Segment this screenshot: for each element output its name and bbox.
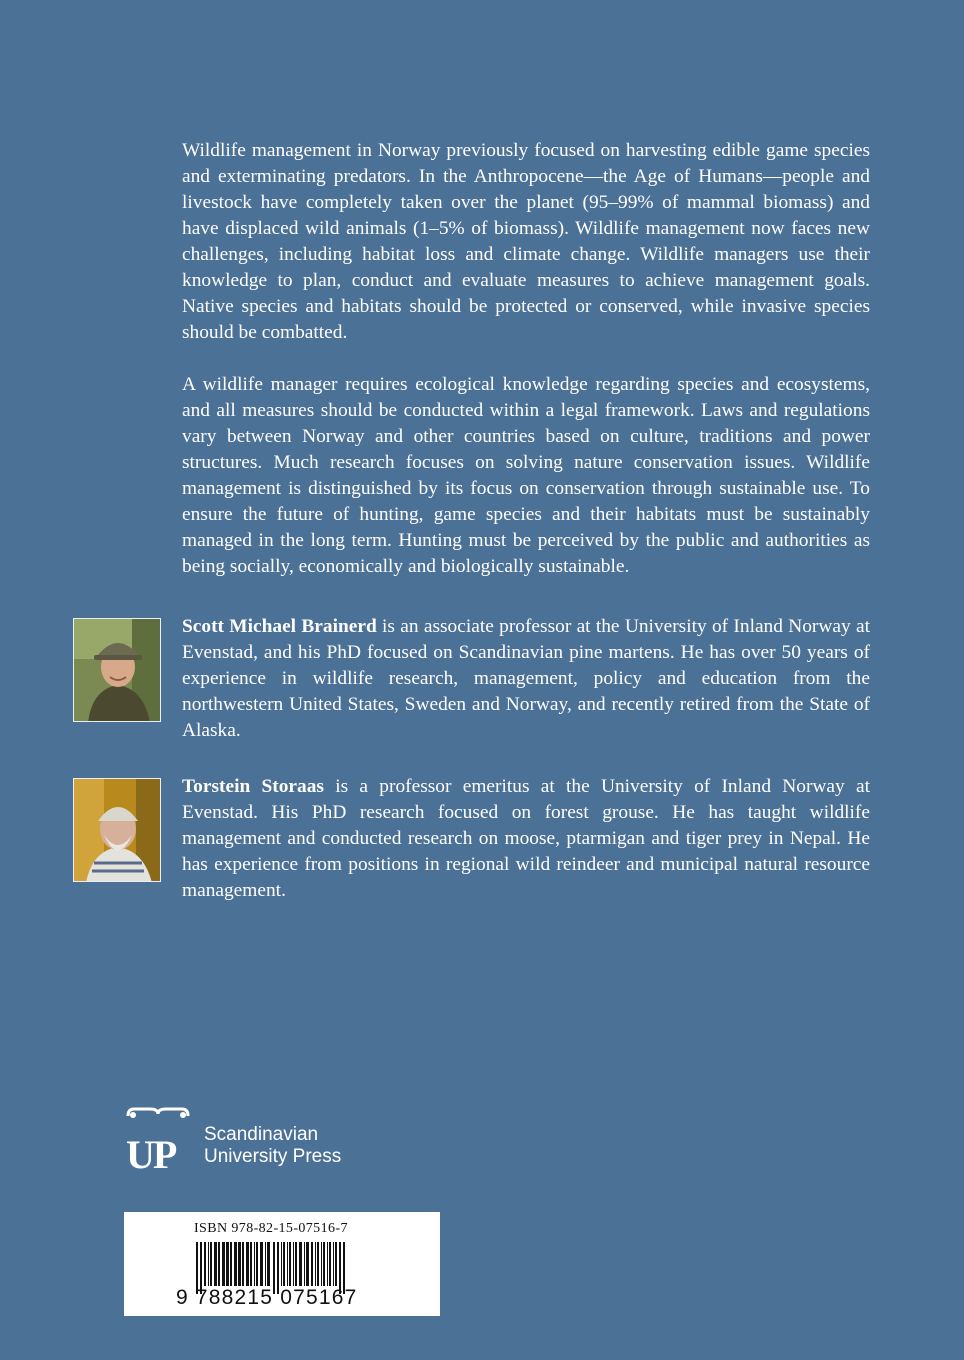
barcode-bar [234, 1242, 237, 1286]
barcode-bar [295, 1242, 297, 1286]
barcode-bar [281, 1242, 282, 1286]
barcode-bar [335, 1242, 337, 1286]
publisher-name [204, 1124, 341, 1168]
up-logo-icon [124, 1106, 200, 1172]
author-name: Scott Michael Brainerd [182, 616, 377, 637]
author-bio-storaas [182, 774, 870, 904]
barcode-bar [256, 1242, 258, 1286]
barcode-bar [323, 1242, 325, 1286]
barcode-bar [246, 1242, 249, 1286]
barcode-bar [218, 1242, 220, 1286]
barcode-bar [306, 1242, 309, 1286]
publisher-logo [124, 1106, 384, 1172]
barcode-bar [304, 1242, 305, 1286]
author-photo-storaas [73, 778, 161, 882]
barcode-bar [250, 1242, 252, 1286]
author-photo-brainerd [73, 618, 161, 722]
publisher-name-line1: Scandinavian [204, 1124, 319, 1145]
barcode-bar [329, 1242, 331, 1286]
barcode-bar [210, 1242, 212, 1286]
isbn-barcode [124, 1212, 440, 1316]
barcode-bar [287, 1242, 288, 1286]
author-bio-brainerd [182, 614, 870, 744]
isbn-label: ISBN 978-82-15-07516-7 [194, 1221, 348, 1236]
barcode-bar [230, 1242, 232, 1286]
blurb-paragraph-1: Wildlife management in Norway previously focused on harvesting edible game species and exterminating predators. In the Anthropocene—the Age of Humans—people and livestock have completely taken over the planet (95–99% of mammal biomass) and have displaced wild animals (1–5% of biomass). Wildlife management now faces new challenges, including habitat loss and climate change. Wildlife managers use their knowledge to plan, conduct and evaluate measures to achieve management goals. Native species and habitats should be protected or conserved, while invasive species should be combatted. [182, 140, 870, 343]
barcode-bar [283, 1242, 285, 1286]
barcode-bar [299, 1242, 302, 1286]
barcode-bar [267, 1242, 270, 1286]
author-name: Torstein Storaas [182, 776, 324, 797]
barcode-bar [238, 1242, 241, 1286]
author-bio: is a professor emeritus at the University of Inland Norway at Evenstad. His PhD research focused on forest grouse. He has taught wildlife management and conducted research on moose, ptarmigan and tiger prey in Nepal. He has experience from positions in regional wild reindeer and municipal natural resource management. [182, 776, 870, 901]
barcode-bar [214, 1242, 217, 1286]
barcode-bar [327, 1242, 328, 1286]
barcode-bar [204, 1242, 206, 1286]
barcode-bar [317, 1242, 319, 1286]
barcode-bar [311, 1242, 313, 1286]
barcode-digits: 9 788215 075167 [176, 1286, 358, 1309]
author-bio: is an associate professor at the University of Inland Norway at Evenstad, and his PhD focused on Scandinavian pine martens. He has over 50 years of experience in wildlife research, management, policy and education from the northwestern United States, Sweden and Norway, and recently retired from the State of Alaska. [182, 616, 870, 741]
barcode-bar [208, 1242, 209, 1286]
barcode-bar [260, 1242, 263, 1286]
cover-blurb [182, 138, 870, 580]
barcode-bar [254, 1242, 255, 1286]
barcode-bar [265, 1242, 266, 1286]
barcode-bar [293, 1242, 294, 1286]
barcode-bar [226, 1242, 229, 1286]
barcode-bar [222, 1242, 225, 1286]
logo-letters: UP [126, 1132, 176, 1172]
barcode-bar [315, 1242, 316, 1286]
barcode-bar [289, 1242, 291, 1286]
blurb-paragraph-2: A wildlife manager requires ecological knowledge regarding species and ecosystems, and all measures should be conducted within a legal framework. Laws and regulations vary between Norway and other countries based on culture, traditions and power structures. Much research focuses on solving nature conservation issues. Wildlife management is distinguished by its focus on conservation through sustainable use. To ensure the future of hunting, game species and their habitats must be sustainably managed in the long term. Hunting must be perceived by the public and authorities as being socially, economically and biologically sustainable. [182, 374, 870, 577]
publisher-name-line2: University Press [204, 1146, 342, 1167]
barcode-bar [321, 1242, 322, 1286]
barcode-bar [242, 1242, 244, 1286]
barcode-bar [333, 1242, 334, 1286]
